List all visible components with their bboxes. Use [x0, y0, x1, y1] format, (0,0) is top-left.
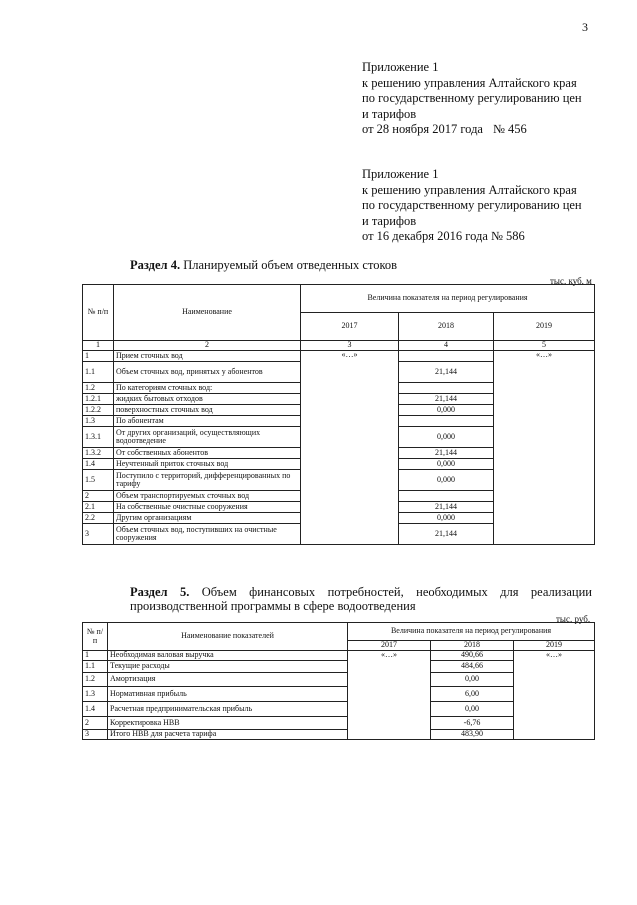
header-name: Наименование [114, 285, 301, 341]
value-2018: 0,000 [399, 405, 494, 416]
value-2018 [399, 416, 494, 427]
row-name: Другим организациям [114, 513, 301, 524]
row-number: 1.2.2 [83, 405, 114, 416]
header-year: 2017 [348, 641, 431, 651]
value-2019-merged: «…» [494, 351, 595, 545]
value-2018: 0,00 [431, 673, 514, 687]
appendix-line: по государственному регулированию цен [362, 198, 582, 212]
row-name: По категориям сточных вод: [114, 383, 301, 394]
row-number: 1.2 [83, 673, 108, 687]
value-2017-merged: «…» [301, 351, 399, 545]
header-year: 2017 [301, 313, 399, 341]
row-name: Корректировка НВВ [108, 717, 348, 730]
row-number: 1.4 [83, 459, 114, 470]
value-2018 [399, 351, 494, 362]
value-2018: 21,144 [399, 394, 494, 405]
section5-title-text: Объем финансовых потребностей, необходимых для реализации производственной программы в сфере водоотведения [130, 585, 592, 613]
header-year: 2019 [514, 641, 595, 651]
row-number: 2.1 [83, 502, 114, 513]
appendix-number: № 586 [491, 229, 525, 243]
section4-title [130, 258, 397, 273]
value-2018 [399, 491, 494, 502]
row-name: Неучтенный приток сточных вод [114, 459, 301, 470]
value-2018: 21,144 [399, 502, 494, 513]
header-year: 2018 [431, 641, 514, 651]
row-number: 3 [83, 524, 114, 545]
row-number: 1.2 [83, 383, 114, 394]
column-number: 4 [399, 341, 494, 351]
row-name: На собственные очистные сооружения [114, 502, 301, 513]
section4-unit: тыс. куб. м [550, 276, 592, 286]
header-year: 2019 [494, 313, 595, 341]
row-number: 1.5 [83, 470, 114, 491]
value-2019-merged: «…» [514, 651, 595, 740]
row-name: Объем сточных вод, принятых у абонентов [114, 362, 301, 383]
row-number: 1 [83, 351, 114, 362]
appendix-line: по государственному регулированию цен [362, 91, 582, 105]
appendix-date-line [362, 229, 624, 245]
appendix-line: и тарифов [362, 106, 417, 121]
appendix-date: от 28 ноября 2017 года [362, 122, 483, 136]
value-2017-merged: «…» [348, 651, 431, 740]
section4-title-text: Планируемый объем отведенных стоков [183, 258, 398, 272]
row-name: Объем сточных вод, поступивших на очистные сооружения [114, 524, 301, 545]
value-2018: -6,76 [431, 717, 514, 730]
row-number: 1.1 [83, 661, 108, 673]
value-2018: 0,000 [399, 470, 494, 491]
appendix-previous-header [362, 167, 624, 245]
value-2018: 0,000 [399, 459, 494, 470]
appendix-line: к решению управления Алтайского края [362, 182, 577, 197]
header-period: Величина показателя на период регулирования [301, 285, 595, 313]
value-2018: 6,00 [431, 687, 514, 702]
row-name: поверхностных сточных вод [114, 405, 301, 416]
value-2018: 483,90 [431, 730, 514, 740]
value-2018: 484,66 [431, 661, 514, 673]
header-year: 2018 [399, 313, 494, 341]
value-2018 [399, 383, 494, 394]
row-name: Прием сточных вод [114, 351, 301, 362]
section5-title [130, 585, 592, 613]
value-2018: 0,000 [399, 513, 494, 524]
appendix-date-line [362, 122, 624, 138]
appendix-number: № 456 [492, 122, 527, 136]
column-number: 5 [494, 341, 595, 351]
column-number: 3 [301, 341, 399, 351]
appendix-current-header [362, 60, 624, 138]
row-name: От собственных абонентов [114, 448, 301, 459]
value-2018: 0,000 [399, 427, 494, 448]
row-number: 1.3.1 [83, 427, 114, 448]
value-2018: 0,00 [431, 702, 514, 717]
header-name: Наименование показателей [108, 623, 348, 651]
appendix-date: от 16 декабря 2016 года [362, 229, 488, 243]
header-period: Величина показателя на период регулирования [348, 623, 595, 641]
row-name: Итого НВВ для расчета тарифа [108, 730, 348, 740]
header-num: № п/п [83, 285, 114, 341]
row-name: Поступило с территорий, дифференцированных по тарифу [114, 470, 301, 491]
header-num: № п/п [83, 623, 108, 651]
row-number: 2.2 [83, 513, 114, 524]
value-2018: 21,144 [399, 524, 494, 545]
row-number: 1.2.1 [83, 394, 114, 405]
row-number: 1.3.2 [83, 448, 114, 459]
row-number: 2 [83, 491, 114, 502]
page-number: 3 [582, 20, 588, 34]
row-number: 2 [83, 717, 108, 730]
column-number: 2 [114, 341, 301, 351]
row-name: Нормативная прибыль [108, 687, 348, 702]
row-name: Амортизация [108, 673, 348, 687]
row-name: Объем транспортируемых сточных вод [114, 491, 301, 502]
appendix-line: к решению управления Алтайского края [362, 75, 577, 90]
section5-unit: тыс. руб. [556, 614, 591, 624]
section4-table [82, 284, 595, 545]
row-number: 3 [83, 730, 108, 740]
row-name: От других организаций, осуществляющих водоотведение [114, 427, 301, 448]
section4-label: Раздел 4. [130, 258, 181, 272]
section5-label: Раздел 5. [130, 585, 190, 599]
table-row [83, 351, 595, 362]
row-name: Текущие расходы [108, 661, 348, 673]
appendix-line: Приложение 1 [362, 167, 439, 181]
value-2018: 21,144 [399, 448, 494, 459]
row-name: жидких бытовых отходов [114, 394, 301, 405]
table-row [83, 651, 595, 661]
appendix-line: Приложение 1 [362, 60, 439, 74]
row-name: Необходимая валовая выручка [108, 651, 348, 661]
section5-table [82, 622, 595, 740]
row-name: Расчетная предпринимательская прибыль [108, 702, 348, 717]
value-2018: 21,144 [399, 362, 494, 383]
row-number: 1 [83, 651, 108, 661]
row-number: 1.4 [83, 702, 108, 717]
column-number: 1 [83, 341, 114, 351]
row-number: 1.3 [83, 687, 108, 702]
row-number: 1.3 [83, 416, 114, 427]
row-number: 1.1 [83, 362, 114, 383]
value-2018: 490,66 [431, 651, 514, 661]
appendix-line: и тарифов [362, 213, 417, 228]
row-name: По абонентам [114, 416, 301, 427]
